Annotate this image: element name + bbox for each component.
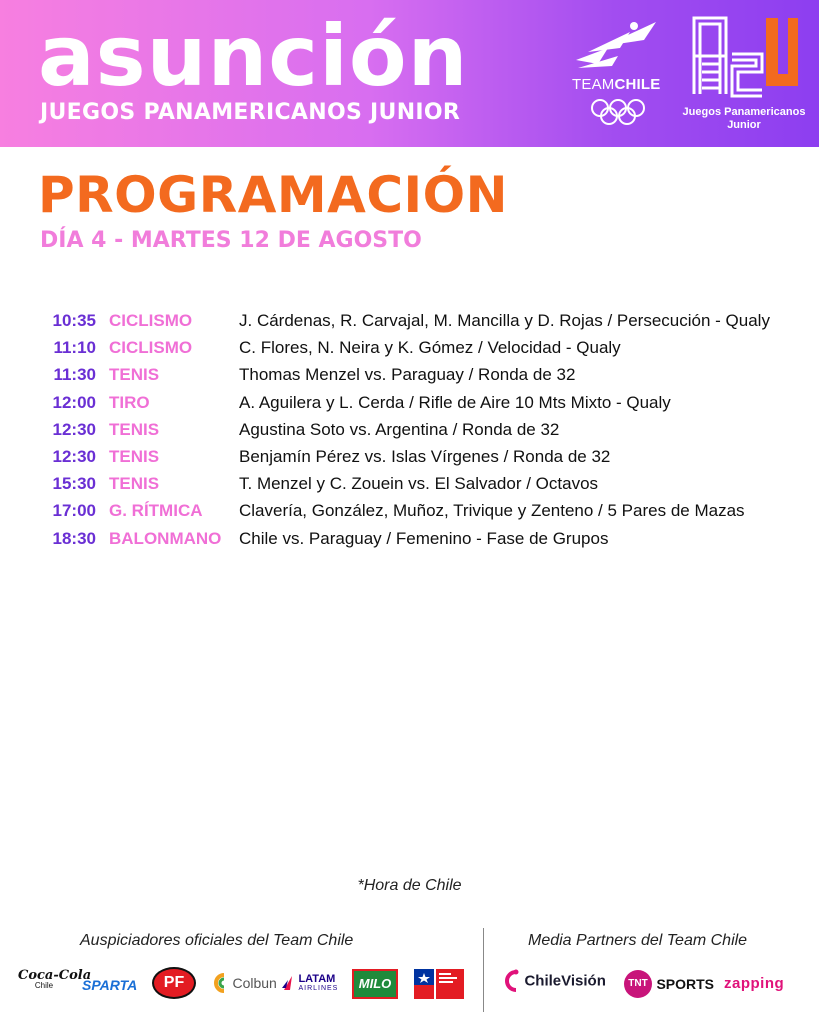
sponsors-title: Auspiciadores oficiales del Team Chile (80, 932, 354, 949)
event-sport: CICLISMO (109, 338, 193, 358)
schedule-row (0, 525, 819, 552)
event-description: Agustina Soto vs. Argentina / Ronda de 32 (239, 419, 560, 439)
latam-logo: LATAM AIRLINES (282, 974, 338, 994)
media-partners-title: Media Partners del Team Chile (528, 932, 748, 949)
event-description: A. Aguilera y L. Cerda / Rifle de Aire 10 Mts Mixto - Qualy (239, 392, 671, 412)
event-time: 11:30 (53, 365, 96, 385)
event-sport: TENIS (109, 419, 160, 439)
schedule-row (0, 361, 819, 388)
event-description: Clavería, González, Muñoz, Trivique y Zenteno / 5 Pares de Mazas (239, 501, 745, 521)
event-time: 12:00 (52, 392, 96, 412)
event-time: 18:30 (52, 528, 96, 548)
team-chile-runner-icon (568, 18, 668, 74)
event-description: Benjamín Pérez vs. Islas Vírgenes / Ronda de 32 (239, 446, 611, 466)
zapping-logo: zapping (724, 975, 785, 992)
colbun-logo: Colbun (210, 972, 277, 994)
event-time: 15:30 (52, 474, 96, 494)
schedule-row (0, 443, 819, 470)
chilevision-logo: ChileVisión (502, 968, 606, 994)
page-title: PROGRAMACIÓN (38, 166, 508, 224)
schedule-list (0, 307, 819, 552)
page-subtitle: DÍA 4 - MARTES 12 DE AGOSTO (40, 228, 422, 253)
team-chile-logo (568, 18, 670, 130)
cocacola-logo: Coca-Cola Chile (18, 968, 92, 990)
schedule-row (0, 497, 819, 524)
sparta-logo: SPARTA (82, 977, 138, 993)
header-banner (0, 0, 819, 147)
event-description: Chile vs. Paraguay / Femenino - Fase de Grupos (239, 528, 609, 548)
schedule-row (0, 389, 819, 416)
event-description: C. Flores, N. Neira y K. Gómez / Velocidad - Qualy (239, 338, 621, 358)
event-description: J. Cárdenas, R. Carvajal, M. Mancilla y D. Rojas / Persecución - Qualy (239, 311, 770, 330)
schedule-row (0, 307, 819, 334)
event-description: T. Menzel y C. Zouein vs. El Salvador / Octavos (239, 474, 599, 494)
event-sport: BALONMANO (109, 528, 222, 548)
event-time: 12:30 (52, 446, 96, 466)
event-sport: G. RÍTMICA (109, 501, 203, 521)
schedule-row (0, 470, 819, 497)
asu25-caption: Juegos Panamericanos Junior (682, 106, 806, 131)
pf-logo: PF (152, 967, 196, 999)
event-description: Thomas Menzel vs. Paraguay / Ronda de 32 (239, 365, 576, 385)
brand-subtitle: JUEGOS PANAMERICANOS JUNIOR (40, 100, 461, 125)
event-sport: TENIS (109, 474, 160, 494)
olympic-rings-icon (590, 98, 646, 126)
event-sport: TENIS (109, 365, 160, 385)
schedule-row (0, 416, 819, 443)
brand-wordmark: asunción (38, 7, 469, 105)
milo-logo: MILO (352, 969, 398, 999)
event-sport: CICLISMO (109, 311, 193, 330)
event-sport: TENIS (109, 446, 160, 466)
chile-government-logo (414, 969, 464, 1006)
footer-divider (483, 928, 484, 1012)
event-time: 10:35 (52, 311, 96, 330)
schedule-row (0, 334, 819, 361)
tnt-sports-logo: TNT SPORTS (624, 970, 714, 998)
event-time: 17:00 (52, 501, 96, 521)
event-time: 11:10 (53, 338, 96, 358)
event-sport: TIRO (109, 392, 150, 412)
team-chile-label: TEAMCHILE (572, 76, 661, 93)
timezone-note: *Hora de Chile (357, 877, 462, 894)
event-time: 12:30 (52, 419, 96, 439)
